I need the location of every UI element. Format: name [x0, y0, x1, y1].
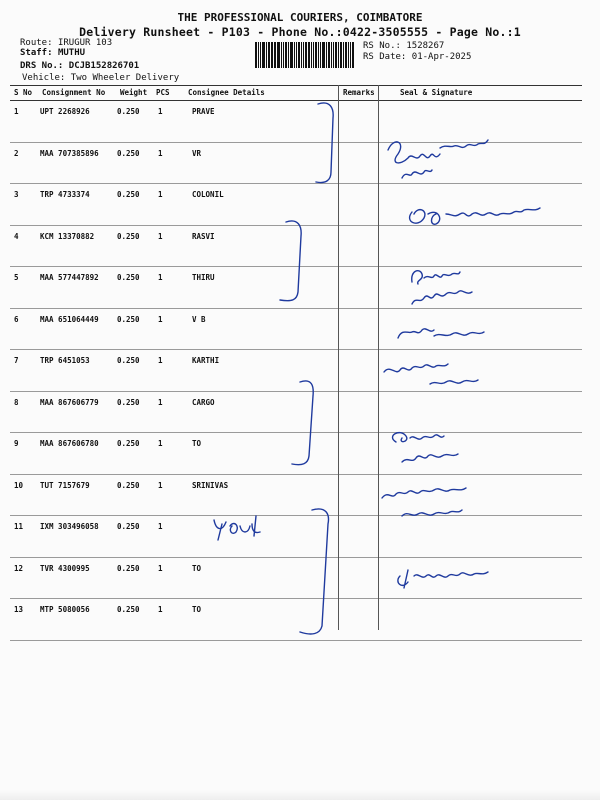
row-consignment-no: IXM 303496058 [40, 522, 99, 531]
table-row [10, 350, 582, 392]
row-consignment-no: MAA 577447892 [40, 273, 99, 282]
rs-no-line [363, 41, 444, 51]
table-header [10, 85, 582, 101]
vehicle-value: Two Wheeler Delivery [70, 73, 180, 83]
runsheet-title: Delivery Runsheet - P103 - Phone No.:0422-3505555 - Page No.:1 [79, 25, 521, 39]
row-sno: 7 [14, 356, 19, 365]
route-line [20, 38, 112, 48]
row-weight: 0.250 [117, 148, 140, 158]
table-row [10, 558, 582, 600]
col-remarks: Remarks [343, 88, 375, 97]
row-consignee: KARTHI [192, 356, 220, 365]
rs-date-value: 01-Apr-2025 [411, 52, 472, 62]
company-title: THE PROFESSIONAL COURIERS, COIMBATORE [177, 11, 423, 24]
remarks-divider-right [378, 85, 379, 630]
table-row [10, 101, 582, 143]
row-consignee: TO [192, 563, 202, 573]
table-row [10, 309, 582, 351]
rs-date-line [363, 52, 471, 62]
row-pcs: 1 [158, 480, 163, 490]
row-consignment-no: TRP 4733374 [40, 190, 90, 199]
col-consignment: Consignment No [42, 88, 106, 97]
row-weight: 0.250 [117, 605, 140, 614]
row-pcs: 1 [158, 563, 163, 573]
vehicle-label: Vehicle: [22, 73, 66, 83]
row-consignment-no: TRP 6451053 [40, 356, 90, 365]
row-pcs: 1 [158, 439, 163, 448]
row-sno: 4 [14, 231, 19, 241]
row-consignee: SRINIVAS [192, 480, 229, 490]
vehicle-line [22, 73, 179, 83]
row-sno: 2 [14, 148, 19, 158]
col-pcs: PCS [156, 88, 170, 97]
row-sno: 13 [14, 605, 24, 614]
table-row [10, 392, 582, 434]
row-sno: 3 [14, 190, 19, 199]
barcode [255, 42, 355, 68]
row-pcs: 1 [158, 397, 163, 407]
drs-line [20, 61, 139, 71]
rs-no-value: 1528267 [406, 41, 445, 51]
row-consignment-no: UPT 2268926 [40, 107, 90, 116]
row-consignment-no: MTP 5080056 [40, 605, 90, 614]
row-consignment-no: TUT 7157679 [40, 480, 90, 490]
row-weight: 0.250 [117, 480, 140, 490]
table-row [10, 475, 582, 517]
row-weight: 0.250 [117, 273, 140, 282]
row-pcs: 1 [158, 314, 163, 324]
drs-value: DCJB152826701 [68, 61, 140, 71]
table-row [10, 599, 582, 641]
row-consignee: COLONIL [192, 190, 224, 199]
row-pcs: 1 [158, 107, 163, 116]
route-value: IRUGUR 103 [57, 38, 113, 48]
row-pcs: 1 [158, 148, 163, 158]
staff-label: Staff: [20, 48, 53, 58]
row-sno: 10 [14, 480, 24, 490]
row-sno: 12 [14, 563, 24, 573]
row-pcs: 1 [158, 522, 163, 531]
row-sno: 11 [14, 522, 24, 531]
row-pcs: 1 [158, 356, 163, 365]
route-label: Route: [20, 38, 53, 48]
row-consignment-no: MAA 867606779 [40, 397, 99, 407]
drs-label: DRS No.: [20, 61, 64, 71]
row-consignee: PRAVE [192, 107, 215, 116]
row-consignment-no: MAA 707385896 [40, 148, 99, 158]
runsheet-table [10, 85, 582, 641]
scan-edge [0, 790, 600, 800]
col-consignee: Consignee Details [188, 88, 265, 97]
row-pcs: 1 [158, 605, 163, 614]
row-weight: 0.250 [117, 563, 140, 573]
col-seal-signature: Seal & Signature [400, 88, 473, 97]
staff-line [20, 48, 85, 58]
table-row [10, 433, 582, 475]
row-consignee: CARGO [192, 397, 215, 407]
table-row [10, 143, 582, 185]
row-consignee: THIRU [192, 273, 215, 282]
col-sno: S No [14, 88, 33, 97]
row-sno: 8 [14, 397, 19, 407]
row-weight: 0.250 [117, 190, 140, 199]
row-pcs: 1 [158, 231, 163, 241]
table-row [10, 226, 582, 268]
row-pcs: 1 [158, 190, 163, 199]
row-weight: 0.250 [117, 397, 140, 407]
row-consignee: TO [192, 439, 202, 448]
row-consignment-no: MAA 867606780 [40, 439, 99, 448]
col-weight: Weight [120, 88, 148, 97]
row-weight: 0.250 [117, 439, 140, 448]
row-consignment-no: TVR 4300995 [40, 563, 90, 573]
row-consignee: VR [192, 148, 202, 158]
row-sno: 9 [14, 439, 19, 448]
row-weight: 0.250 [117, 231, 140, 241]
remarks-divider-left [338, 85, 339, 630]
staff-value: MUTHU [57, 48, 86, 58]
rs-date-label: RS Date: [363, 52, 407, 62]
row-consignment-no: MAA 651064449 [40, 314, 99, 324]
row-consignee: TO [192, 605, 202, 614]
table-row [10, 516, 582, 558]
rs-no-label: RS No.: [363, 41, 401, 51]
row-consignee: V B [192, 314, 206, 324]
row-consignment-no: KCM 13370882 [40, 231, 95, 241]
row-weight: 0.250 [117, 314, 140, 324]
row-pcs: 1 [158, 273, 163, 282]
row-weight: 0.250 [117, 107, 140, 116]
row-sno: 1 [14, 107, 19, 116]
row-consignee: RASVI [192, 231, 215, 241]
row-weight: 0.250 [117, 522, 140, 531]
table-row [10, 267, 582, 309]
row-sno: 6 [14, 314, 19, 324]
row-sno: 5 [14, 273, 19, 282]
row-weight: 0.250 [117, 356, 140, 365]
table-row [10, 184, 582, 226]
